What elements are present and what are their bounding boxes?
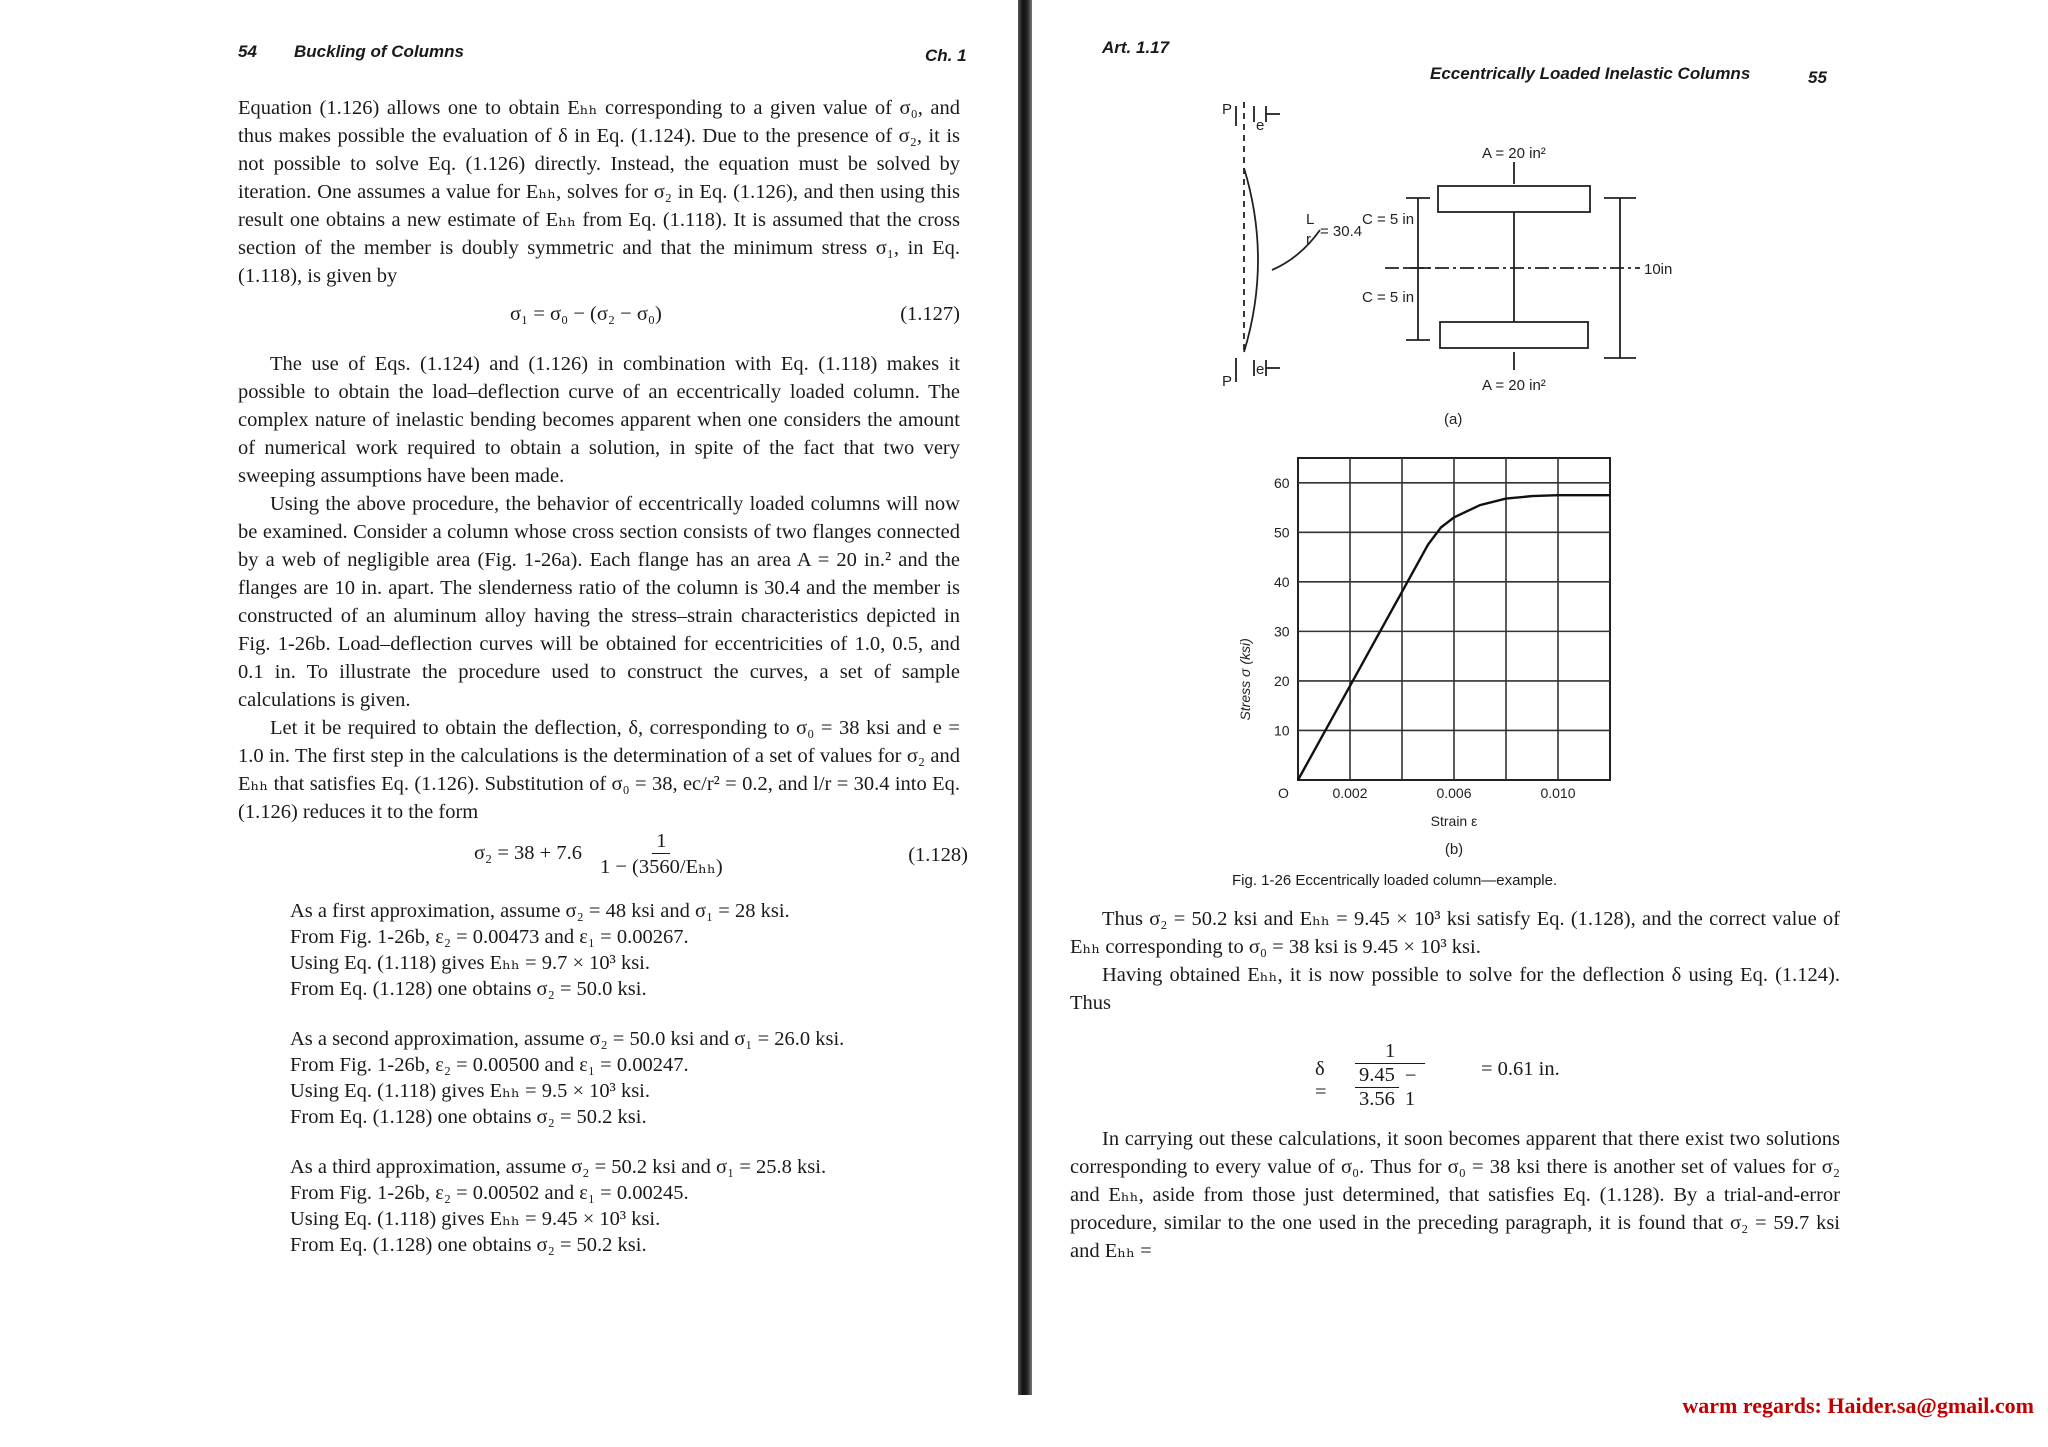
left-running-title: Buckling of Columns xyxy=(294,42,464,61)
equation-lhs: σ₂ = 38 + 7.6 xyxy=(474,842,582,864)
right-article: Art. 1.17 xyxy=(1102,38,1170,57)
y-tick-label: 10 xyxy=(1274,722,1290,739)
fig-a-area-bottom: A = 20 in² xyxy=(1482,377,1546,394)
y-tick-label: 30 xyxy=(1274,623,1290,640)
x-tick-label: 0.010 xyxy=(1540,785,1576,801)
delta-fraction xyxy=(1355,1040,1425,1111)
paragraph: Thus σ₂ = 50.2 ksi and Eₕₕ = 9.45 × 10³ ksi satisfy Eq. (1.128), and the correct value of Eₕₕ corresponding to σ₀ = 38 ksi is 9.45 × 10³ ksi. xyxy=(1070,908,1840,958)
approximation-1 xyxy=(290,898,790,1002)
approx-line: As a third approximation, assume σ₂ = 50.2 ksi and σ₁ = 25.8 ksi. xyxy=(290,1156,827,1178)
right-page-number: 55 xyxy=(1808,68,1827,87)
chart-x-axis-label: Strain ε xyxy=(1430,813,1478,829)
approx-line: From Fig. 1-26b, ε₂ = 0.00473 and ε₁ = 0.00267. xyxy=(290,926,689,948)
approx-line: Using Eq. (1.118) gives Eₕₕ = 9.45 × 10³ ksi. xyxy=(290,1208,661,1230)
delta-denominator xyxy=(1355,1064,1425,1111)
paragraph: In carrying out these calculations, it soon becomes apparent that there exist two solutions corresponding to every value of σ₀. Thus for σ₀ = 38 ksi there is another set of values for σ₂ and Eₕₕ, aside from those just determined, that satisfies Eq. (1.128). By a trial-and-error procedure, similar to the one used in the preceding paragraph, it is found that σ₂ = 59.7 ksi and Eₕₕ = xyxy=(1070,1128,1840,1262)
equation-number: (1.128) xyxy=(908,844,968,866)
figure-1-26a xyxy=(1200,90,1800,430)
right-running-title: Eccentrically Loaded Inelastic Columns xyxy=(1430,64,1751,83)
equation-number: (1.127) xyxy=(900,303,960,325)
inner-denominator: 3.56 xyxy=(1359,1088,1395,1110)
approx-line: From Eq. (1.128) one obtains σ₂ = 50.0 ksi. xyxy=(290,978,647,1000)
delta-lhs: δ = xyxy=(1315,1058,1327,1103)
equation-fraction xyxy=(600,830,723,879)
inner-numerator: 9.45 xyxy=(1355,1064,1399,1088)
fig-a-e-top: e xyxy=(1256,117,1265,134)
footer-signature: warm regards: Haider.sa@gmail.com xyxy=(1682,1393,2034,1418)
paragraph: Let it be required to obtain the deflection, δ, corresponding to σ₀ = 38 ksi and e = 1.0 in. The first step in the calculations is the determination of a set of values for σ₂ and Eₕₕ that satisfies Eq. (1.126). Substitution of σ₀ = 38, ec/r² = 0.2, and l/r = 30.4 into Eq. (1.126) reduces it to the form xyxy=(238,717,960,823)
paragraph: Having obtained Eₕₕ, it is now possible to solve for the deflection δ using Eq. (1.124). Thus xyxy=(1070,964,1840,1014)
x-tick-label: 0.006 xyxy=(1436,785,1472,801)
approximation-2 xyxy=(290,1026,844,1130)
bottom-flange xyxy=(1440,322,1588,348)
paragraph: The use of Eqs. (1.124) and (1.126) in combination with Eq. (1.118) makes it possible to obtain the load–deflection curve of an eccentrically loaded column. The complex nature of inelastic bending becomes apparent when one considers the amount of numerical work required to obtain a solution, in spite of the fact that two very sweeping assumptions have been made. xyxy=(238,353,960,487)
delta-rhs: = 0.61 in. xyxy=(1481,1058,1560,1080)
fraction-numerator: 1 xyxy=(652,830,670,854)
approx-line: From Eq. (1.128) one obtains σ₂ = 50.2 ksi. xyxy=(290,1106,647,1128)
left-page-number: 54 xyxy=(238,42,257,61)
fig-a-P-top: P xyxy=(1222,101,1233,118)
inner-tail: − 1 xyxy=(1404,1064,1417,1110)
y-tick-label: 20 xyxy=(1274,672,1290,689)
left-para-block-1 xyxy=(238,94,960,290)
approx-line: Using Eq. (1.118) gives Eₕₕ = 9.7 × 10³ ksi. xyxy=(290,952,650,974)
fig-a-slenderness-val: = 30.4 xyxy=(1320,223,1363,240)
inner-fraction xyxy=(1355,1064,1399,1111)
left-page xyxy=(110,0,1015,1447)
chart-grid xyxy=(1298,458,1610,780)
approximation-3 xyxy=(290,1154,826,1258)
leader-line xyxy=(1272,230,1320,270)
approx-line: As a first approximation, assume σ₂ = 48 ksi and σ₁ = 28 ksi. xyxy=(290,900,790,922)
y-tick-label: 50 xyxy=(1274,524,1290,541)
equation-1128 xyxy=(238,832,968,880)
y-tick-label: 40 xyxy=(1274,573,1290,590)
fraction-denominator: 1 − (3560/Eₕₕ) xyxy=(600,856,723,878)
figure-1-26b-chart xyxy=(1220,448,1640,868)
equation-expr: σ₁ = σ₀ − (σ₂ − σ₀) xyxy=(510,303,662,325)
approx-line: From Fig. 1-26b, ε₂ = 0.00500 and ε₁ = 0.00247. xyxy=(290,1054,689,1076)
right-para-block-1 xyxy=(1070,905,1840,1017)
fig-a-depth: 10in xyxy=(1644,261,1673,278)
approx-line: Using Eq. (1.118) gives Eₕₕ = 9.5 × 10³ ksi. xyxy=(290,1080,650,1102)
fig-b-label: (b) xyxy=(1444,841,1464,858)
y-tick-label: 60 xyxy=(1274,474,1290,491)
paragraph: Equation (1.126) allows one to obtain Eₕₕ corresponding to a given value of σ₀, and thus makes possible the evaluation of δ in Eq. (1.124). Due to the presence of σ₂, it is not possible to solve Eq. (1.126) directly. Instead, the equation must be solved by iteration. One assumes a value for Eₕₕ, solves for σ₂ in Eq. (1.126), and then using this result one obtains a new estimate of Eₕₕ from Eq. (1.118). It is assumed that the cross section of the member is doubly symmetric and that the minimum stress σ₁, in Eq. (1.118), is given by xyxy=(238,97,960,287)
fig-a-area-top: A = 20 in² xyxy=(1482,145,1546,162)
approx-line: As a second approximation, assume σ₂ = 50.0 ksi and σ₁ = 26.0 ksi. xyxy=(290,1028,845,1050)
chart-origin-label: O xyxy=(1278,785,1289,801)
left-para-block-2 xyxy=(238,350,960,826)
fig-a-c-bottom: C = 5 in xyxy=(1362,289,1415,306)
right-page xyxy=(1030,0,2048,1447)
figure-caption: Fig. 1-26 Eccentrically loaded column—example. xyxy=(1232,872,1558,889)
approx-line: From Eq. (1.128) one obtains σ₂ = 50.2 ksi. xyxy=(290,1234,647,1256)
fig-a-slenderness-den: r xyxy=(1306,231,1311,248)
fig-a-P-bottom: P xyxy=(1222,373,1233,390)
delta-numerator: 1 xyxy=(1355,1040,1425,1064)
fig-a-c-top: C = 5 in xyxy=(1362,211,1415,228)
x-tick-label: 0.002 xyxy=(1332,785,1368,801)
fig-a-slenderness-num: L xyxy=(1306,211,1315,228)
fig-a-e-bottom: e xyxy=(1256,361,1265,378)
fig-a-label: (a) xyxy=(1444,411,1463,428)
paragraph: Using the above procedure, the behavior of eccentrically loaded columns will now be examined. Consider a column whose cross section consists of two flanges connected by a web of negligible area (Fig. 1-26a). Each flange has an area A = 20 in.² and the flanges are 10 in. apart. The slenderness ratio of the column is 30.4 and the member is constructed of an aluminum alloy having the stress–strain characteristics depicted in Fig. 1-26b. Load–deflection curves will be obtained for eccentricities of 1.0, 0.5, and 0.1 in. To illustrate the procedure used to construct the curves, a set of sample calculations is given. xyxy=(238,493,960,711)
chart-y-axis-label: Stress σ (ksi) xyxy=(1237,638,1253,721)
approx-line: From Fig. 1-26b, ε₂ = 0.00502 and ε₁ = 0.00245. xyxy=(290,1182,689,1204)
right-para-block-2 xyxy=(1070,1125,1840,1265)
deflected-column xyxy=(1244,168,1258,352)
left-chapter: Ch. 1 xyxy=(925,46,967,65)
top-flange xyxy=(1438,186,1590,212)
